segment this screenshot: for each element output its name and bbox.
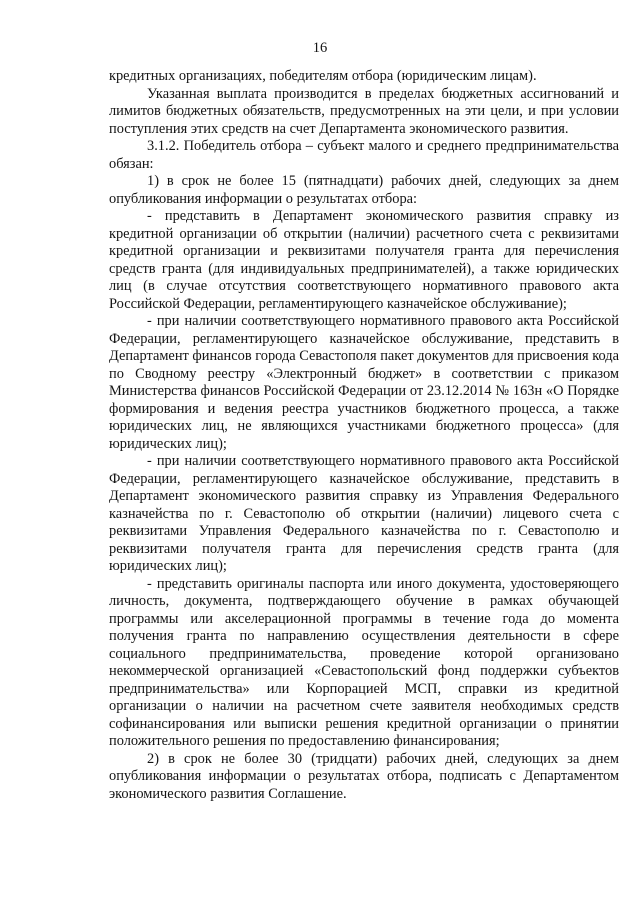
page-number: 16 [312, 40, 328, 56]
document-body [109, 68, 619, 803]
paragraph-item-1: 1) в срок не более 15 (пятнадцати) рабочих дней, следующих за днем опубликования информации о результатах отбора: [109, 173, 619, 207]
paragraph-3-1-2: 3.1.2. Победитель отбора – субъект малого и среднего предпринимательства обязан: [109, 138, 619, 172]
paragraph-budget-payment: Указанная выплата производится в пределах бюджетных ассигнований и лимитов бюджетных обязательств, предусмотренных на эти цели, и при условии поступления этих средств на счет Департамента экономического развития. [109, 85, 619, 137]
paragraph-bullet-bank-certificate: - представить в Департамент экономического развития справку из кредитной организации об открытии (наличии) расчетного счета с реквизитами кредитной организации и реквизитами получателя гранта для перечисления средств гранта (для индивидуальных предпринимателей), а также юридических лиц (в случае отсутствия соответствующего нормативного правового акта Российской Федерации, регламентирующего казначейское обслуживание); [109, 208, 619, 312]
paragraph-bullet-treasury-account: - при наличии соответствующего нормативного правового акта Российской Федерации, регламентирующего казначейское обслуживание, представить в Департамент экономического развития справку из Управления Федерального казначейства по г. Севастополю об открытии (наличии) лицевого счета с реквизитами Управления Федерального казначейства по г. Севастополю и реквизитами получателя гранта для перечисления средств гранта (для юридических лиц); [109, 453, 619, 574]
paragraph-item-2: 2) в срок не более 30 (тридцати) рабочих дней, следующих за днем опубликования информации о результатах отбора, подписать с Департаментом экономического развития Соглашение. [109, 750, 619, 802]
paragraph-continuation: кредитных организациях, победителям отбора (юридическим лицам). [109, 68, 537, 84]
paragraph-bullet-originals: - представить оригиналы паспорта или иного документа, удостоверяющего личность, документа, подтверждающего обучение в рамках обучающей программы или акселерационной программы в течение года до момента получения гранта по направлению осуществления деятельности в сфере социального предпринимательства, проведение которой организовано некоммерческой организацией «Севастопольский фонд поддержки субъектов предпринимательства» или Корпорацией МСП, справки из кредитной организации о наличии на расчетном счете заявителя необходимых средств софинансирования или выписки решения кредитной организации о принятии положительного решения по предоставлению финансирования; [109, 575, 619, 749]
paragraph-bullet-electronic-budget: - при наличии соответствующего нормативного правового акта Российской Федерации, регламентирующего казначейское обслуживание, представить в Департамент финансов города Севастополя пакет документов для присвоения кода по Сводному реестру «Электронный бюджет» в соответствии с приказом Министерства финансов Российской Федерации от 23.12.2014 № 163н «О Порядке формирования и ведения реестра участников бюджетного процесса, а также юридических лиц, не являющихся участниками бюджетного процесса» (для юридических лиц); [109, 313, 619, 452]
